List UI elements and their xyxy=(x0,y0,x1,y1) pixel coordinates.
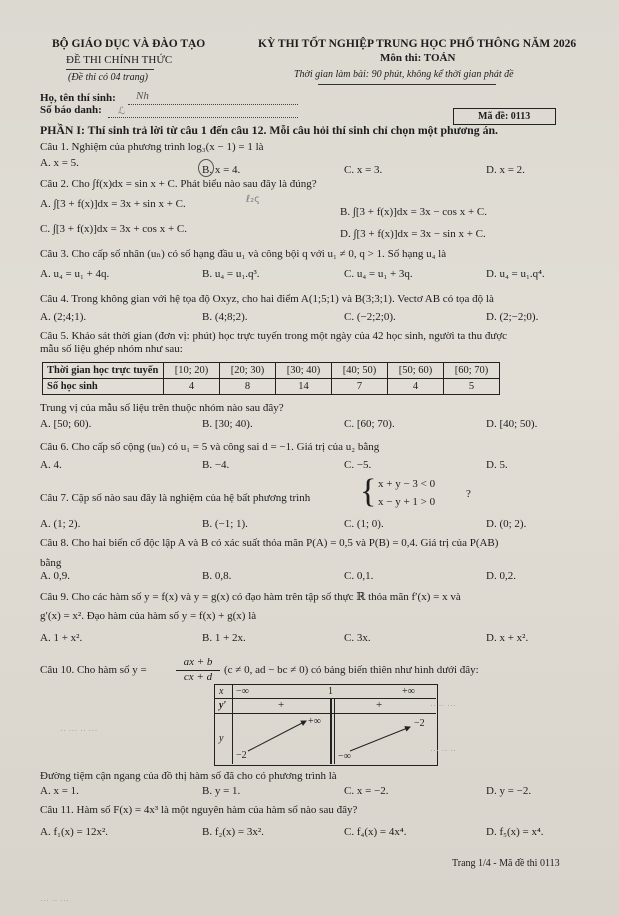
q4-option-d: D. (2;−2;0). xyxy=(486,311,539,323)
q1-option-d: D. x = 2. xyxy=(486,164,525,176)
count-1: 4 xyxy=(164,379,220,395)
vt-x-pos-inf: +∞ xyxy=(402,686,415,697)
count-label: Số học sinh xyxy=(43,379,164,395)
q7-option-a: A. (1; 2). xyxy=(40,518,81,530)
q11-option-c: C. f₄(x) = 4x⁴. xyxy=(344,826,407,838)
q10-option-c: C. x = −2. xyxy=(344,785,389,797)
vt-y-label: y xyxy=(219,733,224,744)
bleed-through: ··· ·· ··· xyxy=(40,895,69,905)
q2-stem: Câu 2. Cho ∫f(x)dx = sin x + C. Phát biểu nào sau đây là đúng? xyxy=(40,178,317,190)
q5-option-c: C. [60; 70). xyxy=(344,418,395,430)
q10-denominator: cx + d xyxy=(183,671,213,683)
name-label: Họ, tên thí sinh: xyxy=(40,92,116,104)
q4-stem: Câu 4. Trong không gian với hệ tọa độ Oxyz, cho hai điểm A(1;5;1) và B(3;3;1). Vectơ AB có tọa độ là xyxy=(40,293,494,305)
q2-option-a: A. ∫[3 + f(x)]dx = 3x + sin x + C. xyxy=(40,198,186,210)
name-dots xyxy=(128,104,298,105)
q4-option-b: B. (4;8;2). xyxy=(202,311,248,323)
q3-option-d: D. u₄ = u₁.q⁴. xyxy=(486,268,545,280)
q5-option-d: D. [40; 50). xyxy=(486,418,538,430)
q8-stem-2: bằng xyxy=(40,557,62,569)
q1-option-a: A. x = 5. xyxy=(40,157,79,169)
q9-stem-2: g′(x) = x². Đạo hàm của hàm số y = f(x) + g(x) là xyxy=(40,610,257,622)
q9-option-d: D. x + x². xyxy=(486,632,529,644)
q3-option-b: B. u₄ = u₁.q³. xyxy=(202,268,260,280)
count-6: 5 xyxy=(444,379,500,395)
q9-option-c: C. 3x. xyxy=(344,632,371,644)
sbd-dots xyxy=(108,117,298,118)
part1-heading: PHẦN I: Thí sinh trả lời từ câu 1 đến câu 12. Mỗi câu hỏi thí sinh chỉ chọn một phương án. xyxy=(40,123,498,137)
q1-stem: Câu 1. Nghiệm của phương trình log₃(x − 1) = 1 là xyxy=(40,141,264,153)
q5-ask: Trung vị của mẫu số liệu trên thuộc nhóm nào sau đây? xyxy=(40,402,284,414)
group-5: [50; 60) xyxy=(388,363,444,379)
q2-option-c: C. ∫[3 + f(x)]dx = 3x + cos x + C. xyxy=(40,223,187,235)
time-label: Thời gian làm bài: 90 phút, không kể thời gian phát đề xyxy=(294,69,514,80)
q1-option-c: C. x = 3. xyxy=(344,164,383,176)
vt-yprime-label: y′ xyxy=(219,700,227,711)
vt-sign-plus: + xyxy=(376,699,383,711)
q10-numerator: ax + b xyxy=(183,656,213,668)
q7-question-mark: ? xyxy=(466,488,471,500)
q8-option-c: C. 0,1. xyxy=(344,570,374,582)
q7-brace: { xyxy=(360,473,377,510)
q1-circle-mark xyxy=(198,159,214,177)
group-4: [40; 50) xyxy=(332,363,388,379)
page-footer: Trang 1/4 - Mã đề thi 0113 xyxy=(452,858,560,869)
q3-stem: Câu 3. Cho cấp số nhân (uₙ) có số hạng đầu u₁ và công bội q với u₁ ≠ 0, q > 1. Số hạng u₄ là xyxy=(40,248,447,260)
vt-y-neg-inf: −∞ xyxy=(338,751,351,762)
q10-stem-2: (c ≠ 0, ad − bc ≠ 0) có bảng biến thiên như hình dưới đây: xyxy=(224,664,479,676)
q10-ask: Đường tiệm cận ngang của đồ thị hàm số đã cho có phương trình là xyxy=(40,770,337,782)
q3-option-a: A. u₄ = u₁ + 4q. xyxy=(40,268,110,280)
vt-x-neg-inf: −∞ xyxy=(236,686,249,697)
q10-stem: Câu 10. Cho hàm số y = xyxy=(40,664,147,676)
vt-row-divider xyxy=(214,698,436,699)
ministry-name: BỘ GIÁO DỤC VÀ ĐÀO TẠO xyxy=(52,38,206,50)
q9-stem: Câu 9. Cho các hàm số y = f(x) và y = g(x) có đạo hàm trên tập số thực ℝ thỏa mãn f′(x) = x và xyxy=(40,591,461,603)
time-underline xyxy=(318,84,496,85)
q8-option-b: B. 0,8. xyxy=(202,570,232,582)
q8-stem: Câu 8. Cho hai biến cố độc lập A và B có xác suất thỏa mãn P(A) = 0,5 và P(B) = 0,4. Giá trị của P(AB) xyxy=(40,537,499,549)
count-5: 4 xyxy=(388,379,444,395)
vt-y-minus-two: −2 xyxy=(236,750,247,761)
count-2: 8 xyxy=(220,379,276,395)
q8-option-d: D. 0,2. xyxy=(486,570,516,582)
count-4: 7 xyxy=(332,379,388,395)
sbd-label: Số báo danh: xyxy=(40,104,102,116)
group-2: [20; 30) xyxy=(220,363,276,379)
official-underline xyxy=(66,69,154,70)
table-header: Thời gian học trực tuyến xyxy=(43,363,164,379)
group-1: [10; 20) xyxy=(164,363,220,379)
q7-stem: Câu 7. Cặp số nào sau đây là nghiệm của hệ bất phương trình xyxy=(40,492,311,504)
vt-sign-plus: + xyxy=(278,699,285,711)
q7-option-b: B. (−1; 1). xyxy=(202,518,248,530)
q5-stem-2: mẫu số liệu ghép nhóm như sau: xyxy=(40,343,183,355)
q10-option-a: A. x = 1. xyxy=(40,785,79,797)
pencil-note: ℓ₂ς xyxy=(246,194,261,205)
q7-option-d: D. (0; 2). xyxy=(486,518,527,530)
official-label: ĐỀ THI CHÍNH THỨC xyxy=(66,54,173,66)
page-count: (Đề thi có 04 trang) xyxy=(68,72,148,83)
q6-option-b: B. −4. xyxy=(202,459,230,471)
q11-option-a: A. f₁(x) = 12x². xyxy=(40,826,109,838)
frequency-table xyxy=(42,362,500,395)
q6-option-a: A. 4. xyxy=(40,459,62,471)
q1-option-b: B. x = 4. xyxy=(202,164,241,176)
q10-option-d: D. y = −2. xyxy=(486,785,532,797)
name-handwriting: Nh xyxy=(136,90,149,102)
q2-option-d: D. ∫[3 + f(x)]dx = 3x − sin x + C. xyxy=(340,228,486,240)
table-row xyxy=(43,379,500,395)
group-6: [60; 70) xyxy=(444,363,500,379)
pencil-mark: ℒ xyxy=(118,106,126,117)
q4-option-c: C. (−2;2;0). xyxy=(344,311,396,323)
q8-option-a: A. 0,9. xyxy=(40,570,70,582)
exam-code: Mã đề: 0113 xyxy=(478,111,531,122)
q2-option-b: B. ∫[3 + f(x)]dx = 3x − cos x + C. xyxy=(340,206,487,218)
bleed-through: ··· ·· ·· xyxy=(430,745,456,755)
vt-y-minus-two: −2 xyxy=(414,718,425,729)
vt-y-pos-inf: +∞ xyxy=(308,716,321,727)
vt-x-one: 1 xyxy=(328,686,333,697)
subject-label: Môn thi: TOÁN xyxy=(380,52,456,64)
q5-option-a: A. [50; 60). xyxy=(40,418,92,430)
q9-option-a: A. 1 + x². xyxy=(40,632,83,644)
q11-option-b: B. f₂(x) = 3x². xyxy=(202,826,264,838)
q6-option-d: D. 5. xyxy=(486,459,508,471)
group-3: [30; 40) xyxy=(276,363,332,379)
bleed-through: ·· ··· ·· ··· xyxy=(60,725,98,735)
vt-arrows xyxy=(214,713,436,764)
q9-option-b: B. 1 + 2x. xyxy=(202,632,246,644)
exam-title: KỲ THI TỐT NGHIỆP TRUNG HỌC PHỔ THÔNG NĂM 2026 xyxy=(258,38,577,50)
q7-system-1: x + y − 3 < 0 xyxy=(378,478,436,490)
q11-stem: Câu 11. Hàm số F(x) = 4x³ là một nguyên hàm của hàm số nào sau đây? xyxy=(40,804,358,816)
q7-option-c: C. (1; 0). xyxy=(344,518,384,530)
vt-x-label: x xyxy=(219,686,224,697)
q6-option-c: C. −5. xyxy=(344,459,372,471)
q6-stem: Câu 6. Cho cấp số cộng (uₙ) có u₁ = 5 và công sai d = −1. Giá trị của u₂ bằng xyxy=(40,441,380,453)
q5-option-b: B. [30; 40). xyxy=(202,418,253,430)
q11-option-d: D. f₅(x) = x⁴. xyxy=(486,826,544,838)
table-row xyxy=(43,363,500,379)
count-3: 14 xyxy=(276,379,332,395)
q4-option-a: A. (2;4;1). xyxy=(40,311,87,323)
q5-stem: Câu 5. Khảo sát thời gian (đơn vị: phút) học trực tuyến trong một ngày của 42 học sinh, người ta thu được xyxy=(40,330,508,342)
q7-system-2: x − y + 1 > 0 xyxy=(378,496,436,508)
q10-option-b: B. y = 1. xyxy=(202,785,241,797)
q3-option-c: C. u₄ = u₁ + 3q. xyxy=(344,268,413,280)
bleed-through: ·· ·· ··· xyxy=(430,700,456,710)
